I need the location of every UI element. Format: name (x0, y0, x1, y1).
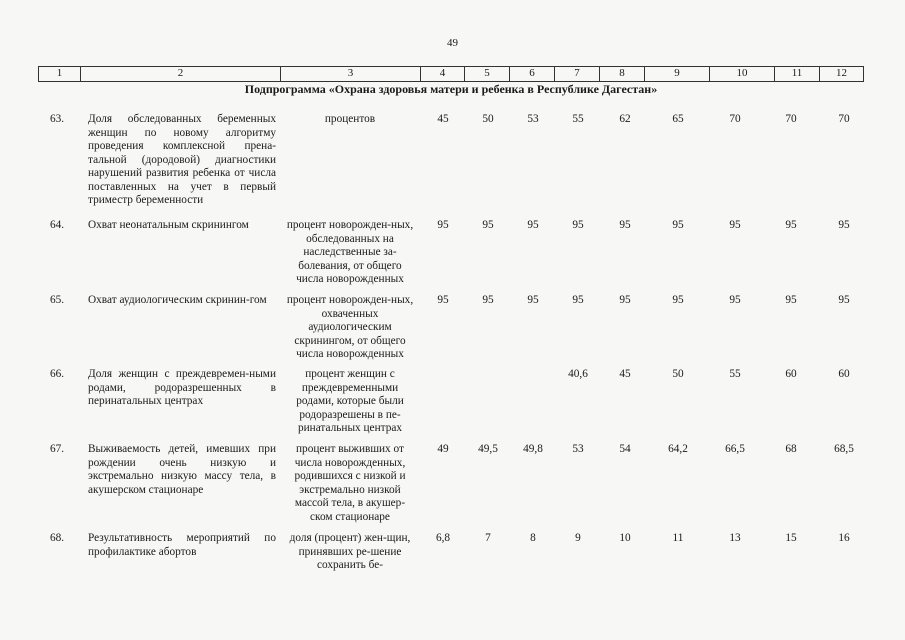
indicator-value: 62 (619, 113, 631, 125)
indicator-value: 8 (530, 532, 536, 544)
indicator-value: 70 (785, 113, 797, 125)
indicator-value: 53 (527, 113, 539, 125)
indicator-value: 95 (785, 294, 797, 306)
indicator-value: 95 (482, 219, 494, 231)
indicator-value: 7 (485, 532, 491, 544)
indicator-name: Результативность мероприятий по профилактике абортов (88, 532, 276, 558)
row-number: 63. (50, 113, 65, 125)
indicator-value: 95 (527, 294, 539, 306)
column-header: 8 (599, 67, 644, 81)
indicator-value: 95 (527, 219, 539, 231)
indicator-value: 53 (572, 443, 584, 455)
indicator-value: 49,5 (478, 443, 498, 455)
column-header: 1 (38, 67, 80, 81)
indicator-unit: процентов (324, 113, 376, 125)
page-number: 49 (447, 37, 458, 49)
row-number: 68. (50, 532, 65, 544)
indicator-value: 55 (729, 368, 741, 380)
indicator-value: 95 (572, 294, 584, 306)
column-header: 6 (509, 67, 554, 81)
row-number: 65. (50, 294, 65, 306)
indicator-unit: доля (процент) жен-щин, принявших ре-шение сохранить бе- (289, 532, 411, 571)
indicator-value: 95 (785, 219, 797, 231)
indicator-name: Охват неонатальным скринингом (88, 219, 249, 231)
indicator-value: 95 (437, 294, 449, 306)
indicator-unit: процент выживших от числа новорожденных, родившихся с низкой и экстремально низкой массой тела, в акушер-ском стационаре (294, 443, 406, 523)
indicator-value: 50 (482, 113, 494, 125)
indicator-value: 45 (437, 113, 449, 125)
row-number: 67. (50, 443, 65, 455)
column-header: 3 (280, 67, 420, 81)
indicator-value: 95 (572, 219, 584, 231)
indicator-value: 95 (482, 294, 494, 306)
indicator-value: 68 (785, 443, 797, 455)
indicator-value: 95 (729, 219, 741, 231)
indicator-value: 64,2 (668, 443, 688, 455)
indicator-value: 11 (672, 532, 684, 544)
column-header: 10 (709, 67, 774, 81)
indicator-value: 95 (437, 219, 449, 231)
indicator-value: 50 (672, 368, 684, 380)
indicator-value: 54 (619, 443, 631, 455)
indicator-value: 95 (672, 219, 684, 231)
indicator-value: 66,5 (725, 443, 745, 455)
row-number: 64. (50, 219, 65, 231)
indicator-unit: процент новорожден-ных, охваченных аудиологическим скринингом, от общего числа новорожденных (286, 294, 414, 360)
indicator-value: 49 (437, 443, 449, 455)
indicator-name: Доля обследованных беременных женщин по новому алгоритму проведения комплексной прена-тальной (дородовой) диагностики нарушений развития ребенка от числа поставленных на учет в первый триместр беременности (88, 113, 276, 206)
indicator-value: 40,6 (568, 368, 588, 380)
indicator-value: 65 (672, 113, 684, 125)
indicator-value: 70 (838, 113, 850, 125)
indicator-value: 15 (785, 532, 797, 544)
column-header: 4 (420, 67, 464, 81)
column-header: 7 (554, 67, 599, 81)
indicator-value: 95 (729, 294, 741, 306)
indicator-unit: процент новорожден-ных, обследованных на наследственные за-болевания, от общего числа новорожденных (286, 219, 414, 285)
column-header: 11 (774, 67, 819, 81)
column-header: 12 (819, 67, 864, 81)
row-number: 66. (50, 368, 65, 380)
column-header: 2 (80, 67, 280, 81)
indicator-value: 45 (619, 368, 631, 380)
indicator-value: 6,8 (435, 532, 451, 544)
column-header-row (38, 66, 864, 82)
indicator-value: 95 (838, 219, 850, 231)
indicator-value: 95 (672, 294, 684, 306)
indicator-value: 60 (838, 368, 850, 380)
indicator-value: 49,8 (523, 443, 543, 455)
indicator-name: Выживаемость детей, имевших при рождении очень низкую и экстремально низкую массу тела, в акушерском стационаре (88, 443, 276, 496)
indicator-unit: процент женщин с преждевременными родами, которые были родоразрешены в пе-ринатальных центрах (296, 368, 404, 434)
indicator-value: 55 (572, 113, 584, 125)
indicator-name: Доля женщин с преждевремен-ными родами, родоразрешенных в перинатальных центрах (88, 368, 276, 407)
indicator-name: Охват аудиологическим скринин-гом (88, 294, 267, 306)
indicator-value: 68,5 (834, 443, 854, 455)
indicator-value: 95 (619, 294, 631, 306)
indicator-value: 95 (838, 294, 850, 306)
indicator-value: 95 (619, 219, 631, 231)
indicator-value: 16 (838, 532, 850, 544)
indicator-value: 60 (785, 368, 797, 380)
indicator-value: 70 (729, 113, 741, 125)
column-header: 5 (464, 67, 509, 81)
subprogram-title: Подпрограмма «Охрана здоровья матери и ребенка в Республике Дагестан» (244, 82, 658, 96)
indicator-value: 13 (729, 532, 741, 544)
indicator-value: 9 (575, 532, 581, 544)
column-header: 9 (644, 67, 709, 81)
indicator-value: 10 (619, 532, 631, 544)
